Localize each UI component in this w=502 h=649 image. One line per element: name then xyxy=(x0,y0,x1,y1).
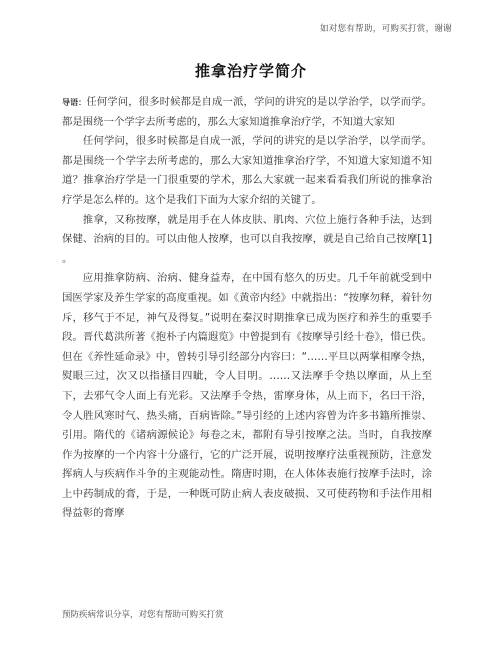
lead-label: 导语： xyxy=(62,98,87,107)
document-body xyxy=(62,93,432,524)
body-paragraph-1: 任何学问，很多时候都是自成一派，学问的讲究的是以学治学，以学而学。都是围绕一个学字去所考虑的，那么大家知道推拿治疗学，不知道大家知道不知道？推拿治疗学是一门很重要的学术，那么大家就一起来看看我们所说的推拿治疗学是怎么样的。这个是我们下面为大家介绍的关键了。 xyxy=(62,135,432,206)
lead-text: 任何学问，很多时候都是自成一派，学问的讲究的是以学治学，以学而学。都是围绕一个学字去所考虑的，那么大家知道推拿治疗学，不知道大家知 xyxy=(62,96,433,128)
lead-paragraph xyxy=(62,93,432,132)
document-title: 推拿治疗学简介 xyxy=(194,62,307,80)
body-paragraph-3: 应用推拿防病、治病、健身益寿，在中国有悠久的历史。几千年前就受到中国医学家及养生学家的高度重视。如《黄帝内经》中就指出：“按摩勿释，着针勿斥，移气于不足，神气及得复。”说明在秦汉时期推拿已成为医疗和养生的重要手段。晋代葛洪所著《抱朴子内篇遐览》中曾提到有《按摩导引经十卷》，惜已佚。但在《养性延命录》中，曾转引导引经部分内容曰：“……平旦以两掌相摩令热，熨眼三过，次又以指搔目四眦，令人目明。……又法摩手令热以摩面，从上至下，去邪气令人面上有光彩。又法摩手令热，雷摩身体，从上而下，名曰干浴，令人胜风寒时气、热头痛，百病皆除。”导引经的上述内容曾为许多书籍所推崇、引用。隋代的《诸病源候论》每卷之末，都附有导引按摩之法。当时，自我按摩作为按摩的一个内容十分盛行，它的广泛开展，说明按摩疗法重视预防，注意发挥病人与疾病作斗争的主观能动性。隋唐时期，在人体体表施行按摩手法时，涂上中药制成的膏，于是，一种既可防止病人表皮破损、又可使药物和手法作用相得益彰的膏摩 xyxy=(62,272,432,520)
footer-note: 预防疾病常识分享，对您有帮助可购买打赏 xyxy=(62,610,224,620)
body-paragraph-2: 推拿，又称按摩，就是用手在人体皮肤、肌肉、穴位上施行各种手法，达到保健、治病的目的。可以由他人按摩，也可以自我按摩，就是自己给自己按摩[1] 。 xyxy=(62,213,432,265)
header-note: 如对您有帮助，可购买打赏，谢谢 xyxy=(319,24,452,34)
